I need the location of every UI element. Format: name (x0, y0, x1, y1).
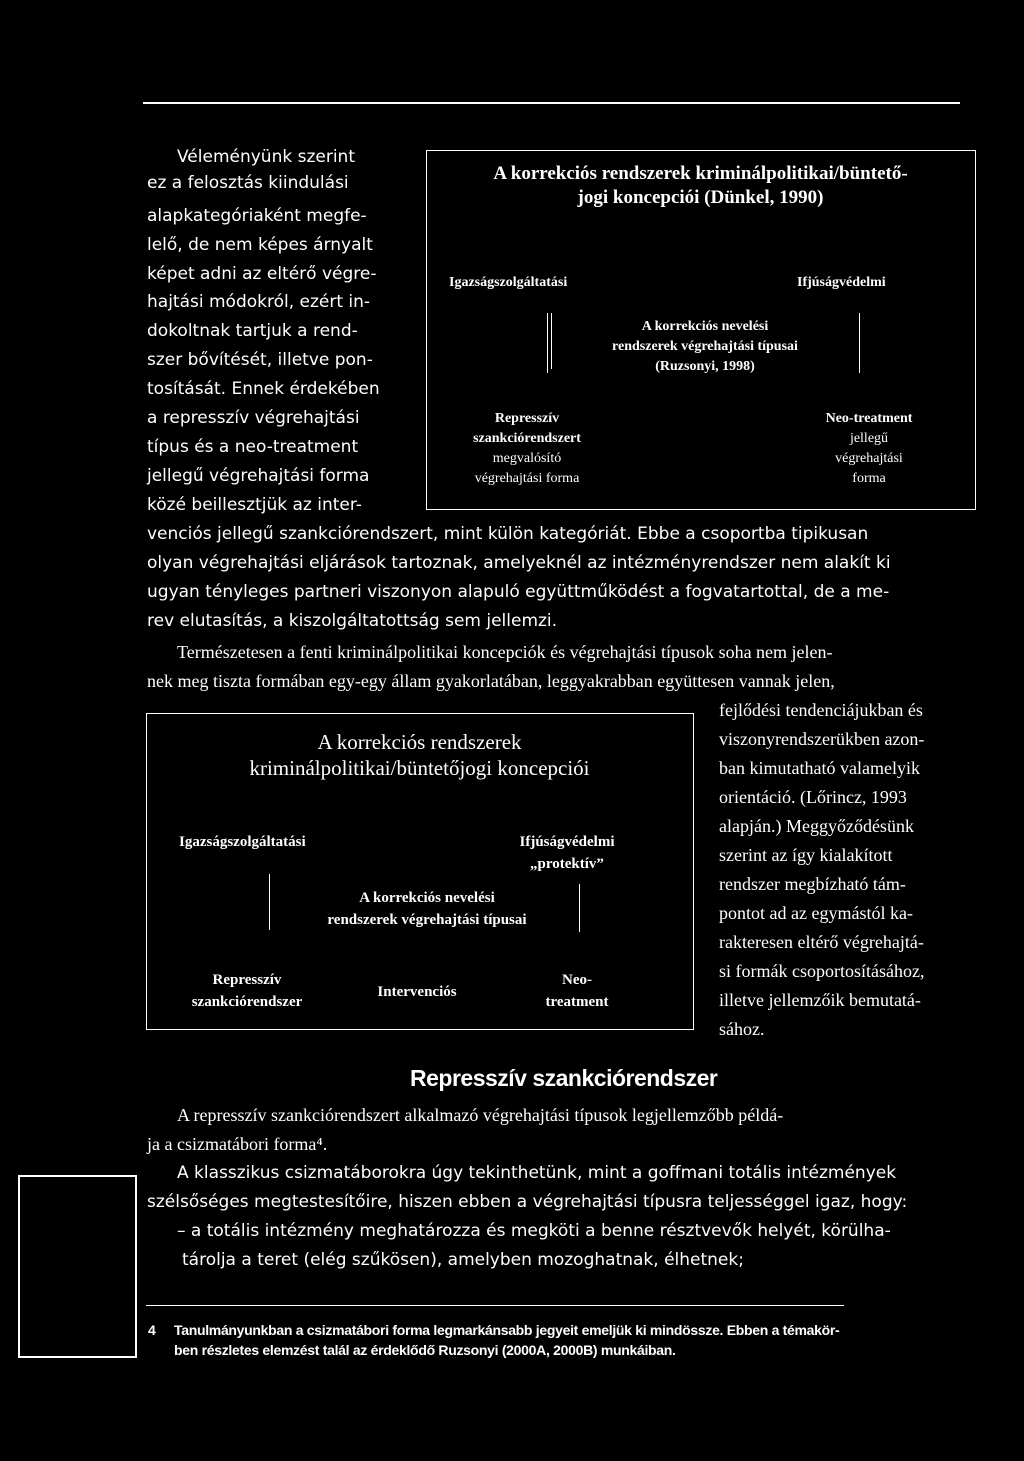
text-line: a represszív végrehajtási (147, 408, 360, 428)
diagram-repressive: Represszív (494, 411, 560, 426)
margin-frame (18, 1175, 137, 1358)
diagram-dunkel (426, 150, 976, 510)
text-line: fejlődési tendenciájukban és (719, 700, 923, 720)
diagram-repressive: végrehajtási forma (474, 471, 580, 486)
text-line: hajtási módokról, ezért in- (147, 292, 371, 312)
text-line: Véleményünk szerint (177, 147, 355, 167)
text-line: Természetesen a fenti kriminálpolitikai koncepciók és végrehajtási típusok soha nem jelen- (177, 642, 833, 662)
diagram-center-label: A korrekciós nevelési (641, 319, 769, 334)
text-line: lelő, de nem képes árnyalt (147, 235, 373, 255)
diagram-center-label: rendszerek végrehajtási típusai (612, 339, 798, 354)
bracket-right (579, 884, 580, 932)
text-line: tárolja a teret (elég szűkösen), amelyben mozoghatnak, élhetnek; (182, 1250, 744, 1270)
text-line: ez a felosztás kiindulási (147, 173, 349, 193)
diagram-neo-treatment: forma (852, 471, 886, 486)
text-line: szélsőséges megtestesítőire, hiszen ebben a végrehajtási típusra teljességgel igaz, hogy: (147, 1192, 908, 1212)
text-line: szerint az így kialakított (719, 845, 893, 865)
text-line: alapján.) Meggyőződésünk (719, 816, 914, 836)
diagram-concepts (146, 713, 694, 1030)
text-line: ja a csizmatábori forma⁴. (147, 1134, 328, 1154)
text-line: nek meg tiszta formában egy-egy állam gyakorlatában, leggyakrabban együttesen vannak jelen, (147, 671, 835, 691)
text-line: dokoltnak tartjuk a rend- (147, 321, 358, 341)
text-line: rakteresen eltérő végrehajtá- (719, 932, 924, 952)
bracket-left (551, 313, 552, 369)
bracket-left (269, 874, 270, 930)
text-line: alapkategóriaként megfe- (147, 206, 367, 226)
diagram-label-justice: Igazságszolgáltatási (449, 275, 568, 290)
text-line: sához. (719, 1019, 765, 1039)
diagram-title: A korrekciós rendszerek kriminálpolitikai/büntető- (493, 163, 908, 184)
text-line: venciós jellegű szankciórendszert, mint külön kategóriát. Ebbe a csoportba tipikusan (147, 524, 869, 544)
diagram-center-label: A korrekciós nevelési (359, 890, 495, 906)
diagram-title: jogi koncepciói (Dünkel, 1990) (577, 187, 824, 208)
text-line: rendszer megbízható tám- (719, 874, 906, 894)
text-line: pontot ad az egymástól ka- (719, 903, 913, 923)
diagram-neo-treatment: jellegű (849, 431, 889, 446)
bracket-left (547, 313, 548, 373)
text-line: ban kimutatható valamelyik (719, 758, 920, 778)
diagram-label-youth: „protektív” (530, 856, 604, 872)
text-line: ugyan tényleges partneri viszonyon alapuló együttműködést a fogvatartottal, de a me- (147, 582, 890, 602)
section-heading: Represszív szankciórendszer (410, 1065, 718, 1091)
diagram-title: kriminálpolitikai/büntetőjogi koncepciói (249, 756, 590, 780)
diagram-label-justice: Igazságszolgáltatási (179, 834, 306, 850)
top-rule (143, 102, 960, 104)
text-line: viszonyrendszerükben azon- (719, 729, 925, 749)
diagram-center-label: (Ruzsonyi, 1998) (655, 359, 755, 374)
footnote-text: Tanulmányunkban a csizmatábori forma legmarkánsabb jegyeit emeljük ki mindössze. Ebben a témakör- (174, 1322, 840, 1338)
text-line: orientáció. (Lőrincz, 1993 (719, 787, 907, 807)
footnote-number: 4 (148, 1322, 156, 1338)
diagram-neo-treatment: végrehajtási (835, 451, 903, 466)
text-line: A klasszikus csizmatáborokra úgy tekinthetünk, mint a goffmani totális intézmények (177, 1163, 897, 1183)
bracket-right (859, 313, 860, 373)
text-line: illetve jellemzőik bemutatá- (719, 990, 921, 1010)
diagram-neo-treatment: treatment (545, 994, 609, 1010)
text-line: szer bővítését, illetve pon- (147, 350, 373, 370)
text-line: jellegű végrehajtási forma (147, 466, 370, 486)
diagram-neo-treatment: Neo-treatment (825, 411, 913, 426)
diagram-repressive: szankciórendszert (473, 431, 581, 446)
text-line: közé beillesztjük az inter- (147, 495, 362, 515)
footnote-rule (146, 1305, 844, 1306)
text-line: típus és a neo-treatment (147, 437, 359, 457)
text-line: képet adni az eltérő végre- (147, 264, 377, 284)
diagram-repressive: megvalósító (492, 451, 562, 466)
diagram-label-youth: Ifjúságvédelmi (797, 275, 886, 290)
diagram-neo-treatment: Neo- (562, 972, 592, 988)
diagram-repressive: Represszív (212, 972, 282, 988)
diagram-center-label: rendszerek végrehajtási típusai (327, 912, 527, 928)
text-line: tosítását. Ennek érdekében (147, 379, 380, 399)
diagram-interventional: Intervenciós (377, 984, 457, 1000)
diagram-label-youth: Ifjúságvédelmi (519, 834, 615, 850)
diagram-repressive: szankciórendszer (191, 994, 303, 1010)
text-line: A represszív szankciórendszert alkalmazó végrehajtási típusok legjellemzőbb példá- (177, 1105, 784, 1125)
text-line: rev elutasítás, a kiszolgáltatottság sem jellemzi. (147, 611, 558, 631)
diagram-title: A korrekciós rendszerek (317, 730, 522, 754)
text-line: – a totális intézmény meghatározza és megköti a benne résztvevők helyét, körülha- (177, 1221, 891, 1241)
footnote-text: ben részletes elemzést talál az érdeklődő Ruzsonyi (2000A, 2000B) munkáiban. (174, 1342, 676, 1358)
text-line: olyan végrehajtási eljárások tartoznak, amelyeknél az intézményrendszer nem alakít ki (147, 553, 891, 573)
text-line: si formák csoportosításához, (719, 961, 925, 981)
